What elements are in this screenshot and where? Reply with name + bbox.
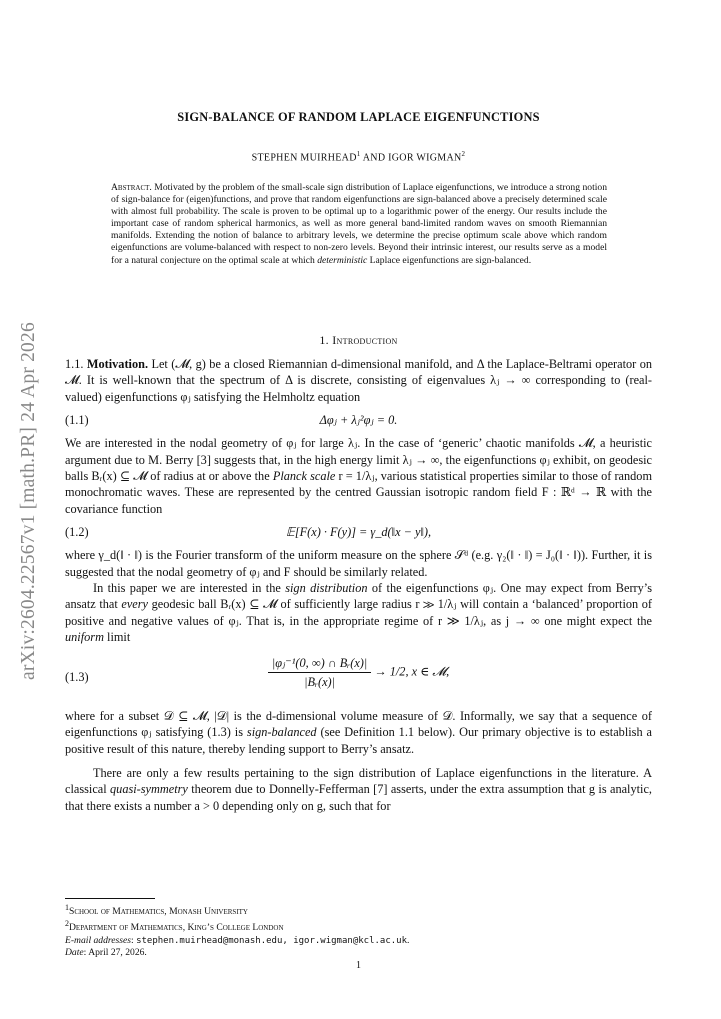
section-number: 1. <box>319 333 329 347</box>
paragraph <box>65 435 652 517</box>
equation-number: (1.1) <box>65 413 89 428</box>
affiliation-mark: 2 <box>461 150 466 158</box>
equation-content <box>65 654 652 691</box>
subsection-title: Motivation. <box>86 357 149 371</box>
footnote-text: Department of Mathematics, King’s College London <box>69 922 284 934</box>
abstract-text: Motivated by the problem of the small-scale sign distribution of Laplace eigenfunctions, we introduce a strong notion of sign-balance for (eigen)functions, and prove that random eigenfunctions are sign-balanced above a precisely determined scale with almost full probability. The scale is proven to be optimal up to a logarithmic power of the energy. Our results include the important case of random spherical harmonics, as well as more general band-limited random waves on smooth Riemannian manifolds. Extending the notion of balance to arbitrary levels, we determine the precise optimum scale above which random eigenfunctions are volume-balanced with respect to non-zero levels. Beyond their intrinsic interest, our results serve as a model for a natural conjecture on the optimal scale at which <box>111 182 607 266</box>
author-line <box>65 150 652 163</box>
equation-content: Δφⱼ + λⱼ²φⱼ = 0. <box>319 413 398 428</box>
affiliation-mark: 1 <box>356 150 361 158</box>
email-label: E-mail addresses <box>65 934 131 946</box>
paragraph-text: limit <box>103 630 131 645</box>
page-number: 1 <box>356 960 361 971</box>
equation-rhs: → 1/2, x ∈ 𝓜, <box>371 664 450 679</box>
paragraph-text: r = 1/λⱼ, various statistical properties similar to those of random monochromatic waves. These are represented by the centred Gaussian isotropic random field F : ℝᵈ → ℝ with the covariance function <box>65 469 653 516</box>
emphasis: sign-balanced <box>246 725 317 740</box>
date-value: : April 27, 2026. <box>83 947 147 959</box>
paragraph-text: theorem due to Donnelly-Fefferman [7] asserts, under the extra assumption that g is analytic, that there exists a number a > 0 depending only on g, such that for <box>65 782 652 813</box>
email-addresses[interactable]: stephen.muirhead@monash.edu, igor.wigman@kcl.ac.uk <box>136 935 408 946</box>
section-title: Introduction <box>332 333 398 347</box>
equation <box>65 407 652 433</box>
paragraph-text: In this paper we are interested in the <box>93 581 286 596</box>
paragraph-text: (see Definition 1.1 below). Our primary objective is to establish a positive result of this nature, thereby lending support to Berry’s ansatz. <box>65 725 652 756</box>
abstract-text: Laplace eigenfunctions are sign-balanced. <box>367 254 532 266</box>
paragraph <box>65 765 652 814</box>
arxiv-identifier: arXiv:2604.22567v1 [math.PR] 24 Apr 2026 <box>18 322 39 680</box>
author-name: STEPHEN MUIRHEAD <box>251 152 357 164</box>
paragraph-text: We are interested in the nodal geometry of φⱼ for large λⱼ. In the case of ‘generic’ chaotic manifolds 𝓜, a heuristic argument due to M. Berry [3] suggests that, in the high energy limit λⱼ → ∞, the eigenfunctions φⱼ exhibit, on geodesic balls Bᵣ(x) ⊆ 𝓜 of radius at or above the <box>65 436 652 484</box>
emphasis: uniform <box>65 630 104 645</box>
author-conjunction: AND <box>360 152 389 164</box>
footnote-text: School of Mathematics, Monash University <box>69 906 248 918</box>
paragraph-text: geodesic ball Bᵣ(x) ⊆ 𝓜 of sufficiently large radius r ≫ 1/λⱼ will contain a ‘balanced’ proportion of positive and negative values of φⱼ. That is, in the appropriate regime of r ≫ 1/λⱼ, as j → ∞ one might expect the <box>65 597 653 628</box>
paragraph <box>65 580 652 646</box>
author-name: IGOR WIGMAN <box>388 152 462 164</box>
date-line <box>65 947 652 959</box>
emphasis: Planck scale <box>272 469 336 484</box>
equation-content: 𝔼[F(x) · F(y)] = γ_d(‖x − y‖), <box>285 525 432 540</box>
paragraph <box>65 708 652 757</box>
email-line: E-mail addresses: stephen.muirhead@monash.edu, igor.wigman@kcl.ac.uk. <box>65 934 410 946</box>
equation-fraction <box>268 654 371 691</box>
paragraph-text: where for a subset 𝒟 ⊆ 𝓜, |𝒟| is the d-dimensional volume measure of 𝒟. Informally, we say that a sequence of eigenfunctions φⱼ satisfying (1.3) is <box>65 708 652 740</box>
footnotes <box>65 898 652 960</box>
body-text <box>65 356 652 814</box>
paper-title: SIGN-BALANCE OF RANDOM LAPLACE EIGENFUNCTIONS <box>177 110 540 124</box>
date-label: Date <box>65 947 84 959</box>
fraction-numerator: |φⱼ⁻¹(0, ∞) ∩ Bᵣ(x)| <box>268 654 371 673</box>
paragraph <box>65 356 652 405</box>
paragraph-text: Let (𝓜, g) be a closed Riemannian d-dimensional manifold, and Δ the Laplace-Beltrami operator on 𝓜. It is well-known that the spectrum of Δ is discrete, consisting of eigenvalues λⱼ → ∞ corresponding to (real-valued) eigenfunctions φⱼ satisfying the Helmholtz equation <box>65 357 652 404</box>
footnote <box>65 902 652 918</box>
footnote-mark: 2 <box>65 919 69 929</box>
paragraph: where γ_d(‖ · ‖) is the Fourier transform of the uniform measure on the sphere 𝒮ᵈ (e.g. γ₂(‖ · ‖) = J₀(‖ · ‖)). Further, it is suggested that the nodal geometry of φⱼ and F should be similarly related. <box>65 548 652 579</box>
equation <box>65 648 652 706</box>
emphasis: sign distribution <box>285 581 368 596</box>
equation <box>65 519 652 545</box>
equation-number: (1.3) <box>65 669 89 684</box>
emphasis: every <box>121 597 148 612</box>
footnote <box>65 918 652 934</box>
abstract <box>111 182 607 267</box>
abstract-emphasis: deterministic <box>317 254 368 266</box>
equation-number: (1.2) <box>65 525 89 540</box>
fraction-denominator: |Bᵣ(x)| <box>304 674 336 689</box>
paragraph-text: There are only a few results pertaining to the sign distribution of Laplace eigenfunctions in the literature. A classical <box>65 765 652 797</box>
abstract-label: Abstract. <box>111 182 152 193</box>
emphasis: quasi-symmetry <box>110 782 188 797</box>
section-heading <box>65 333 652 348</box>
footnote-mark: 1 <box>65 903 69 912</box>
subsection-number: 1.1. <box>65 357 84 371</box>
footnote-rule <box>65 898 155 899</box>
paragraph-text: of the eigenfunctions φⱼ. One may expect from Berry’s ansatz that <box>65 581 652 612</box>
